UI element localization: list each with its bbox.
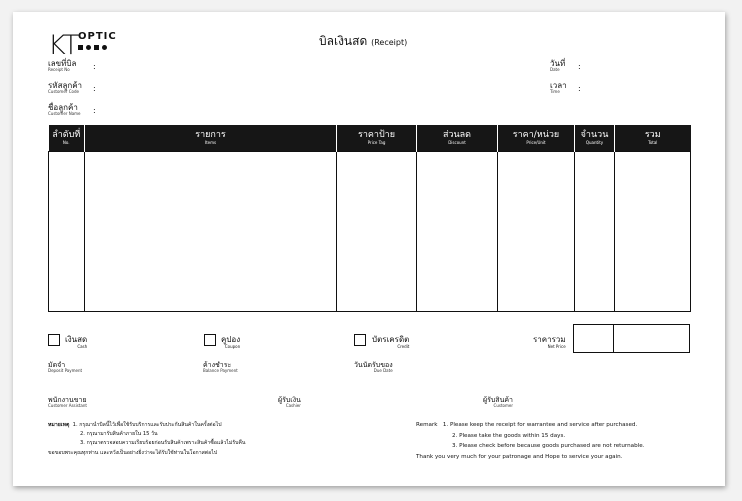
cash-option <box>65 336 87 349</box>
notes-en <box>416 423 644 460</box>
col-discount: ส่วนลด Discount <box>417 125 498 152</box>
cell-price-tag[interactable] <box>337 152 417 312</box>
date-colon: : <box>578 62 581 71</box>
table-body-row <box>49 152 691 312</box>
field-receipt-no <box>48 60 76 73</box>
notes-en-label: Remark <box>416 422 438 428</box>
assistant-en: Customer Assistant <box>48 403 87 408</box>
time-colon: : <box>578 84 581 93</box>
cell-quantity[interactable] <box>575 152 615 312</box>
col-no: ลำดับที่ No. <box>49 125 85 152</box>
receipt-no-en: Receipt No <box>48 67 70 72</box>
time-label: เวลา <box>550 81 567 90</box>
net-price-label: ราคารวม <box>533 335 566 344</box>
customer-name-colon: : <box>93 106 96 115</box>
balance-en: Balance Payment <box>203 368 238 373</box>
notes-en-line2: 2. Please take the goods within 15 days. <box>452 432 566 439</box>
coupon-label: คูปอง <box>221 335 241 344</box>
logo <box>48 32 78 59</box>
net-price-en: Net Price <box>547 344 566 349</box>
notes-th-label: หมายเหตุ <box>48 422 70 428</box>
cashier-label: ผู้รับเงิน <box>278 396 301 404</box>
table-header-row <box>49 125 691 152</box>
deposit-label: มัดจำ <box>48 361 66 369</box>
deposit-en: Deposit Payment <box>48 368 83 373</box>
logo-kt-text: KT <box>48 30 79 61</box>
deposit-field <box>48 362 82 373</box>
cash-label: เงินสด <box>65 335 88 344</box>
notes-th-thanks: ขอขอบพระคุณทุกท่าน และหวังเป็นอย่างยิ่งว่าจะได้รับใช้ท่านในโอกาสต่อไป <box>48 449 218 456</box>
receipt-paper <box>13 12 725 486</box>
cell-discount[interactable] <box>417 152 498 312</box>
net-price-qty-box[interactable] <box>573 324 614 353</box>
due-date-field <box>354 362 393 373</box>
col-quantity: จำนวน Quantity <box>575 125 615 152</box>
cell-items[interactable] <box>85 152 337 312</box>
net-price-label-block <box>533 336 566 349</box>
customer-sign-en: Customer <box>493 403 513 408</box>
title-sub: (Receipt) <box>371 38 408 47</box>
cell-price-unit[interactable] <box>498 152 575 312</box>
cashier-signature <box>278 397 301 408</box>
notes-th <box>48 423 245 456</box>
customer-sign-label: ผู้รับสินค้า <box>483 396 513 404</box>
receipt-title <box>319 32 407 51</box>
notes-th-line3: 3. กรุณาตรวจสอบความเรียบร้อยก่อนรับสินค้าเพราะสินค้าซื้อแล้วไม่รับคืน <box>80 440 246 447</box>
customer-name-en: Customer Name <box>48 111 81 116</box>
field-customer-name <box>48 104 81 117</box>
cell-no[interactable] <box>49 152 85 312</box>
col-items: รายการ Items <box>85 125 337 152</box>
cash-checkbox[interactable] <box>48 334 60 346</box>
notes-th-line2: 2. กรุณามารับสินค้าภายใน 15 วัน <box>80 431 158 438</box>
balance-field <box>203 362 238 373</box>
time-en: Time <box>550 89 560 94</box>
due-date-label: วันนัดรับของ <box>354 361 393 369</box>
col-total: รวม Total <box>615 125 691 152</box>
due-date-en: Due Date <box>373 368 393 373</box>
balance-label: ค้างชำระ <box>203 361 232 369</box>
notes-en-line1: 1. Please keep the receipt for warrantee and service after purchased. <box>442 422 638 428</box>
receipt-no-label: เลขที่บิล <box>48 59 77 68</box>
date-label: วันที่ <box>550 59 566 68</box>
logo-optic-text: OPTIC <box>78 31 117 42</box>
coupon-option <box>221 336 240 349</box>
credit-option <box>372 336 409 349</box>
customer-code-colon: : <box>93 84 96 93</box>
field-date <box>550 60 565 73</box>
coupon-en: Coupon <box>224 344 241 349</box>
credit-en: Credit <box>397 344 410 349</box>
notes-th-line1: 1. กรุณานำบิลนี้ไว้เพื่อใช้รับบริการและรับประกันสินค้าในครั้งต่อไป <box>72 422 222 428</box>
cashier-en: Cashier <box>285 403 301 408</box>
credit-label: บัตรเครดิต <box>372 335 410 344</box>
coupon-checkbox[interactable] <box>204 334 216 346</box>
net-price-total-box[interactable] <box>613 324 690 353</box>
cash-en: Cash <box>77 344 88 349</box>
customer-name-label: ชื่อลูกค้า <box>48 103 78 112</box>
col-price-unit: ราคา/หน่วย Price/Unit <box>498 125 575 152</box>
notes-en-thanks: Thank you very much for your patronage and Hope to service your again. <box>416 453 623 460</box>
col-price-tag: ราคาป้าย Price Tag <box>337 125 417 152</box>
logo-dots-icon <box>78 45 117 50</box>
customer-code-label: รหัสลูกค้า <box>48 81 83 90</box>
field-time <box>550 82 567 95</box>
date-en: Date <box>550 67 560 72</box>
assistant-label: พนักงานขาย <box>48 396 87 404</box>
receipt-no-colon: : <box>93 62 96 71</box>
assistant-signature <box>48 397 87 408</box>
items-table <box>48 125 691 312</box>
field-customer-code <box>48 82 82 95</box>
credit-checkbox[interactable] <box>354 334 366 346</box>
logo-optic-block <box>78 32 117 50</box>
customer-signature <box>483 397 513 408</box>
cell-total[interactable] <box>615 152 691 312</box>
customer-code-en: Customer Code <box>48 89 79 94</box>
title-main: บิลเงินสด <box>319 34 368 48</box>
notes-en-line3: 3. Please check before because goods purchased are not returnable. <box>452 443 645 450</box>
